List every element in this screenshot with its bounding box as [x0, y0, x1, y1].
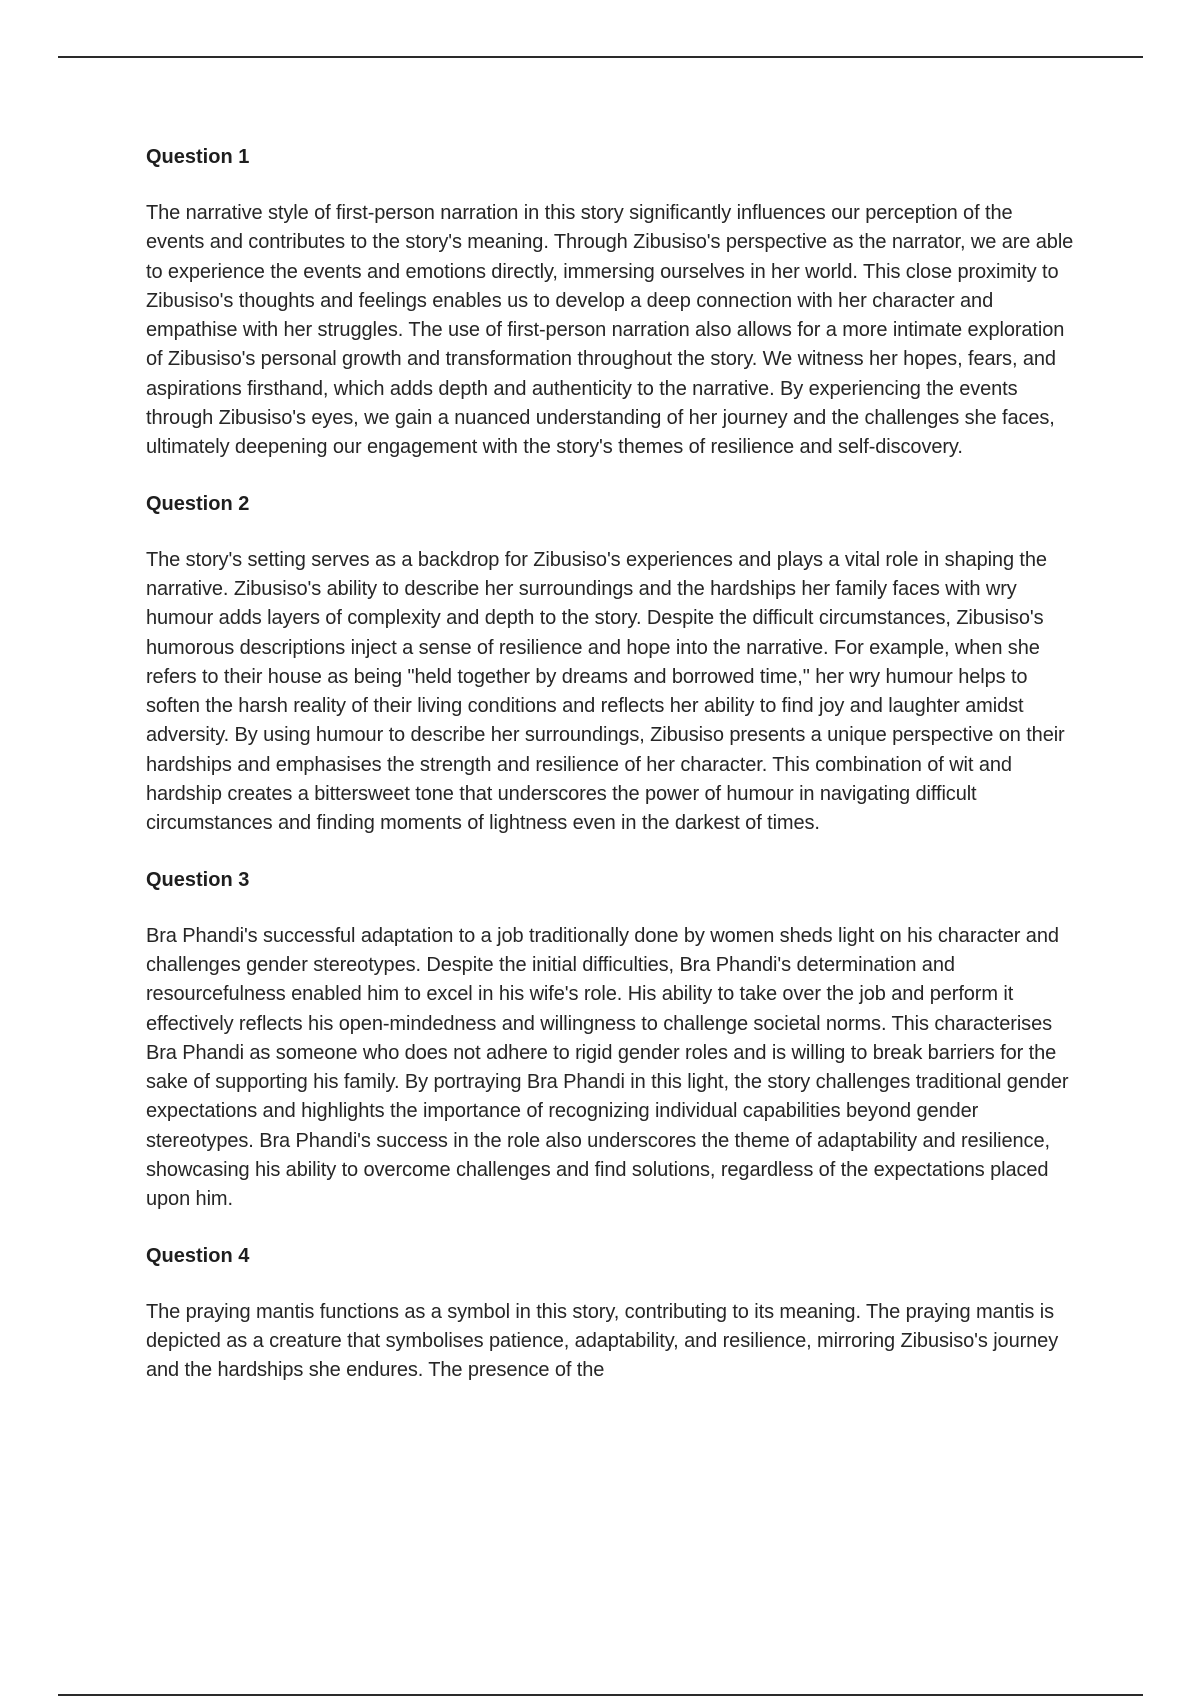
question-3-heading: Question 3 [146, 868, 250, 891]
question-2-answer: The story's setting serves as a backdrop for Zibusiso's experiences and plays a vital role in shaping the narrative. Zibusiso's ability to describe her surroundings and the hardships her family faces with wry humour adds layers of complexity and depth to the story. Despite the difficult circumstances, Zibusiso's humorous descriptions inject a sense of resilience and hope into the narrative. For example, when she refers to their house as being "held together by dreams and borrowed time," her wry humour helps to soften the harsh reality of their living conditions and reflects her ability to find joy and laughter amidst adversity. By using humour to describe her surroundings, Zibusiso presents a unique perspective on their hardships and emphasises the strength and resilience of her character. This combination of wit and hardship creates a bittersweet tone that underscores the power of humour in navigating difficult circumstances and finding moments of lightness even in the darkest of times. [146, 548, 1065, 835]
question-1-answer: The narrative style of first-person narration in this story significantly influences our perception of the events and contributes to the story's meaning. Through Zibusiso's perspective as the narrator, we are able to experience the events and emotions directly, immersing ourselves in her world. This close proximity to Zibusiso's thoughts and feelings enables us to develop a deep connection with her character and empathise with her struggles. The use of first-person narration also allows for a more intimate exploration of Zibusiso's personal growth and transformation throughout the story. We witness her hopes, fears, and aspirations firsthand, which adds depth and authenticity to the narrative. By experiencing the events through Zibusiso's eyes, we gain a nuanced understanding of her journey and the challenges she faces, ultimately deepening our engagement with the story's themes of resilience and self-discovery. [146, 202, 1074, 459]
question-3-answer: Bra Phandi's successful adaptation to a job traditionally done by women sheds light on his character and challenges gender stereotypes. Despite the initial difficulties, Bra Phandi's determination and resourcefulness enabled him to excel in his wife's role. His ability to take over the job and perform it effectively reflects his open-mindedness and willingness to challenge societal norms. This characterises Bra Phandi as someone who does not adhere to rigid gender roles and is willing to break barriers for the sake of supporting his family. By portraying Bra Phandi in this light, the story challenges traditional gender expectations and highlights the importance of recognizing individual capabilities beyond gender stereotypes. Bra Phandi's success in the role also underscores the theme of adaptability and resilience, showcasing his ability to overcome challenges and find solutions, regardless of the expectations placed upon him. [146, 924, 1069, 1211]
question-2-heading: Question 2 [146, 492, 250, 515]
question-4-section [146, 1242, 1076, 1386]
bottom-divider [58, 1694, 1143, 1696]
document-body [146, 143, 1076, 1413]
question-4-answer: The praying mantis functions as a symbol in this story, contributing to its meaning. The praying mantis is depicted as a creature that symbolises patience, adaptability, and resilience, mirroring Zibusiso's journey and the hardships she endures. The presence of the [146, 1300, 1059, 1382]
question-1-heading: Question 1 [146, 146, 250, 168]
question-4-heading: Question 4 [146, 1244, 250, 1267]
question-3-section [146, 866, 1076, 1215]
question-1-section [146, 143, 1076, 463]
top-divider [58, 56, 1143, 58]
question-2-section [146, 490, 1076, 839]
